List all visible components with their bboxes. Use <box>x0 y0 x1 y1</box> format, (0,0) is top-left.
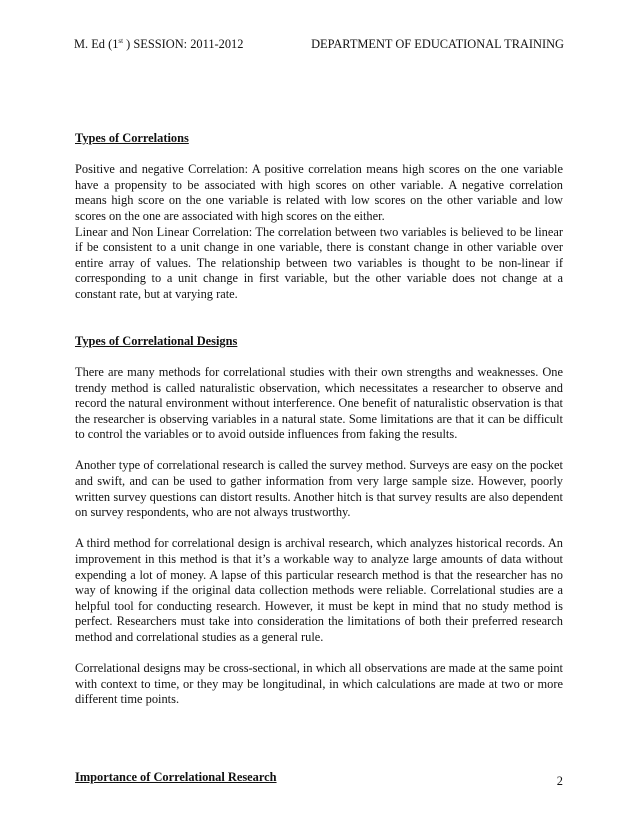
paragraph-linear-nonlinear: Linear and Non Linear Correlation: The correlation between two variables is believed to be linear if be consistent to a unit change in one variable, there is constant change in other variable over entire array of values. The relationship between two variables is thought to be non-linear if corresponding to a unit change in first variable, but the other variable does not change at a constant rate, but at varying rate. <box>75 224 563 301</box>
heading-types-of-correlations: Types of Correlations <box>75 131 189 145</box>
paragraph-positive-negative: Positive and negative Correlation: A positive correlation means high scores on the one variable have a propensity to be associated with high scores on other variable. A negative correlation means high score on the one variable is related with low scores on the other variable and low scores on the one are associated with high scores on the either. <box>75 162 563 223</box>
heading-importance-of-correlational-research: Importance of Correlational Research <box>75 770 277 785</box>
page-number: 2 <box>556 774 563 788</box>
header-session-superscript: st <box>118 37 124 45</box>
header-department: DEPARTMENT OF EDUCATIONAL TRAINING <box>311 37 564 51</box>
paragraph-naturalistic-observation: There are many methods for correlational studies with their own strengths and weaknesses. One trendy method is called naturalistic observation, which necessitates a researcher to observe and record the natural environment without interference. One benefit of naturalistic observation is that the researcher is observing variables in a natural state. Some limitations are that it can be difficult to control the variables or to avoid outside influences from faking the results. <box>75 364 563 442</box>
header-session-prefix: M. Ed (1 <box>74 37 119 51</box>
heading-types-of-correlational-designs: Types of Correlational Designs <box>75 333 238 348</box>
header-session <box>74 36 243 52</box>
header-session-suffix: ) SESSION: 2011-2012 <box>123 37 244 51</box>
document-body <box>75 131 563 786</box>
paragraph-survey-method: Another type of correlational research is called the survey method. Surveys are easy on the pocket and swift, and can be used to gather information from very large sample size. However, poorly written survey questions can distort results. Another hitch is that survey results are also dependent on survey respondents, who are not always trustworthy. <box>75 458 563 520</box>
paragraph-cross-sectional: Correlational designs may be cross-sectional, in which all observations are made at the same point with context to time, or they may be longitudinal, in which calculations are made at two or more different time points. <box>75 661 563 707</box>
paragraph-archival-research: A third method for correlational design is archival research, which analyzes historical records. An improvement in this method is that it’s a workable way to analyze large amounts of data without expending a lot of money. A lapse of this particular research method is that the researcher has no way of knowing if the original data collection methods were reliable. Correlational studies are a helpful tool for conducting research. However, it must be kept in mind that no study method is perfect. Researchers must take into consideration the limitations of both their preferred research method and correlational studies as a general rule. <box>75 536 563 644</box>
